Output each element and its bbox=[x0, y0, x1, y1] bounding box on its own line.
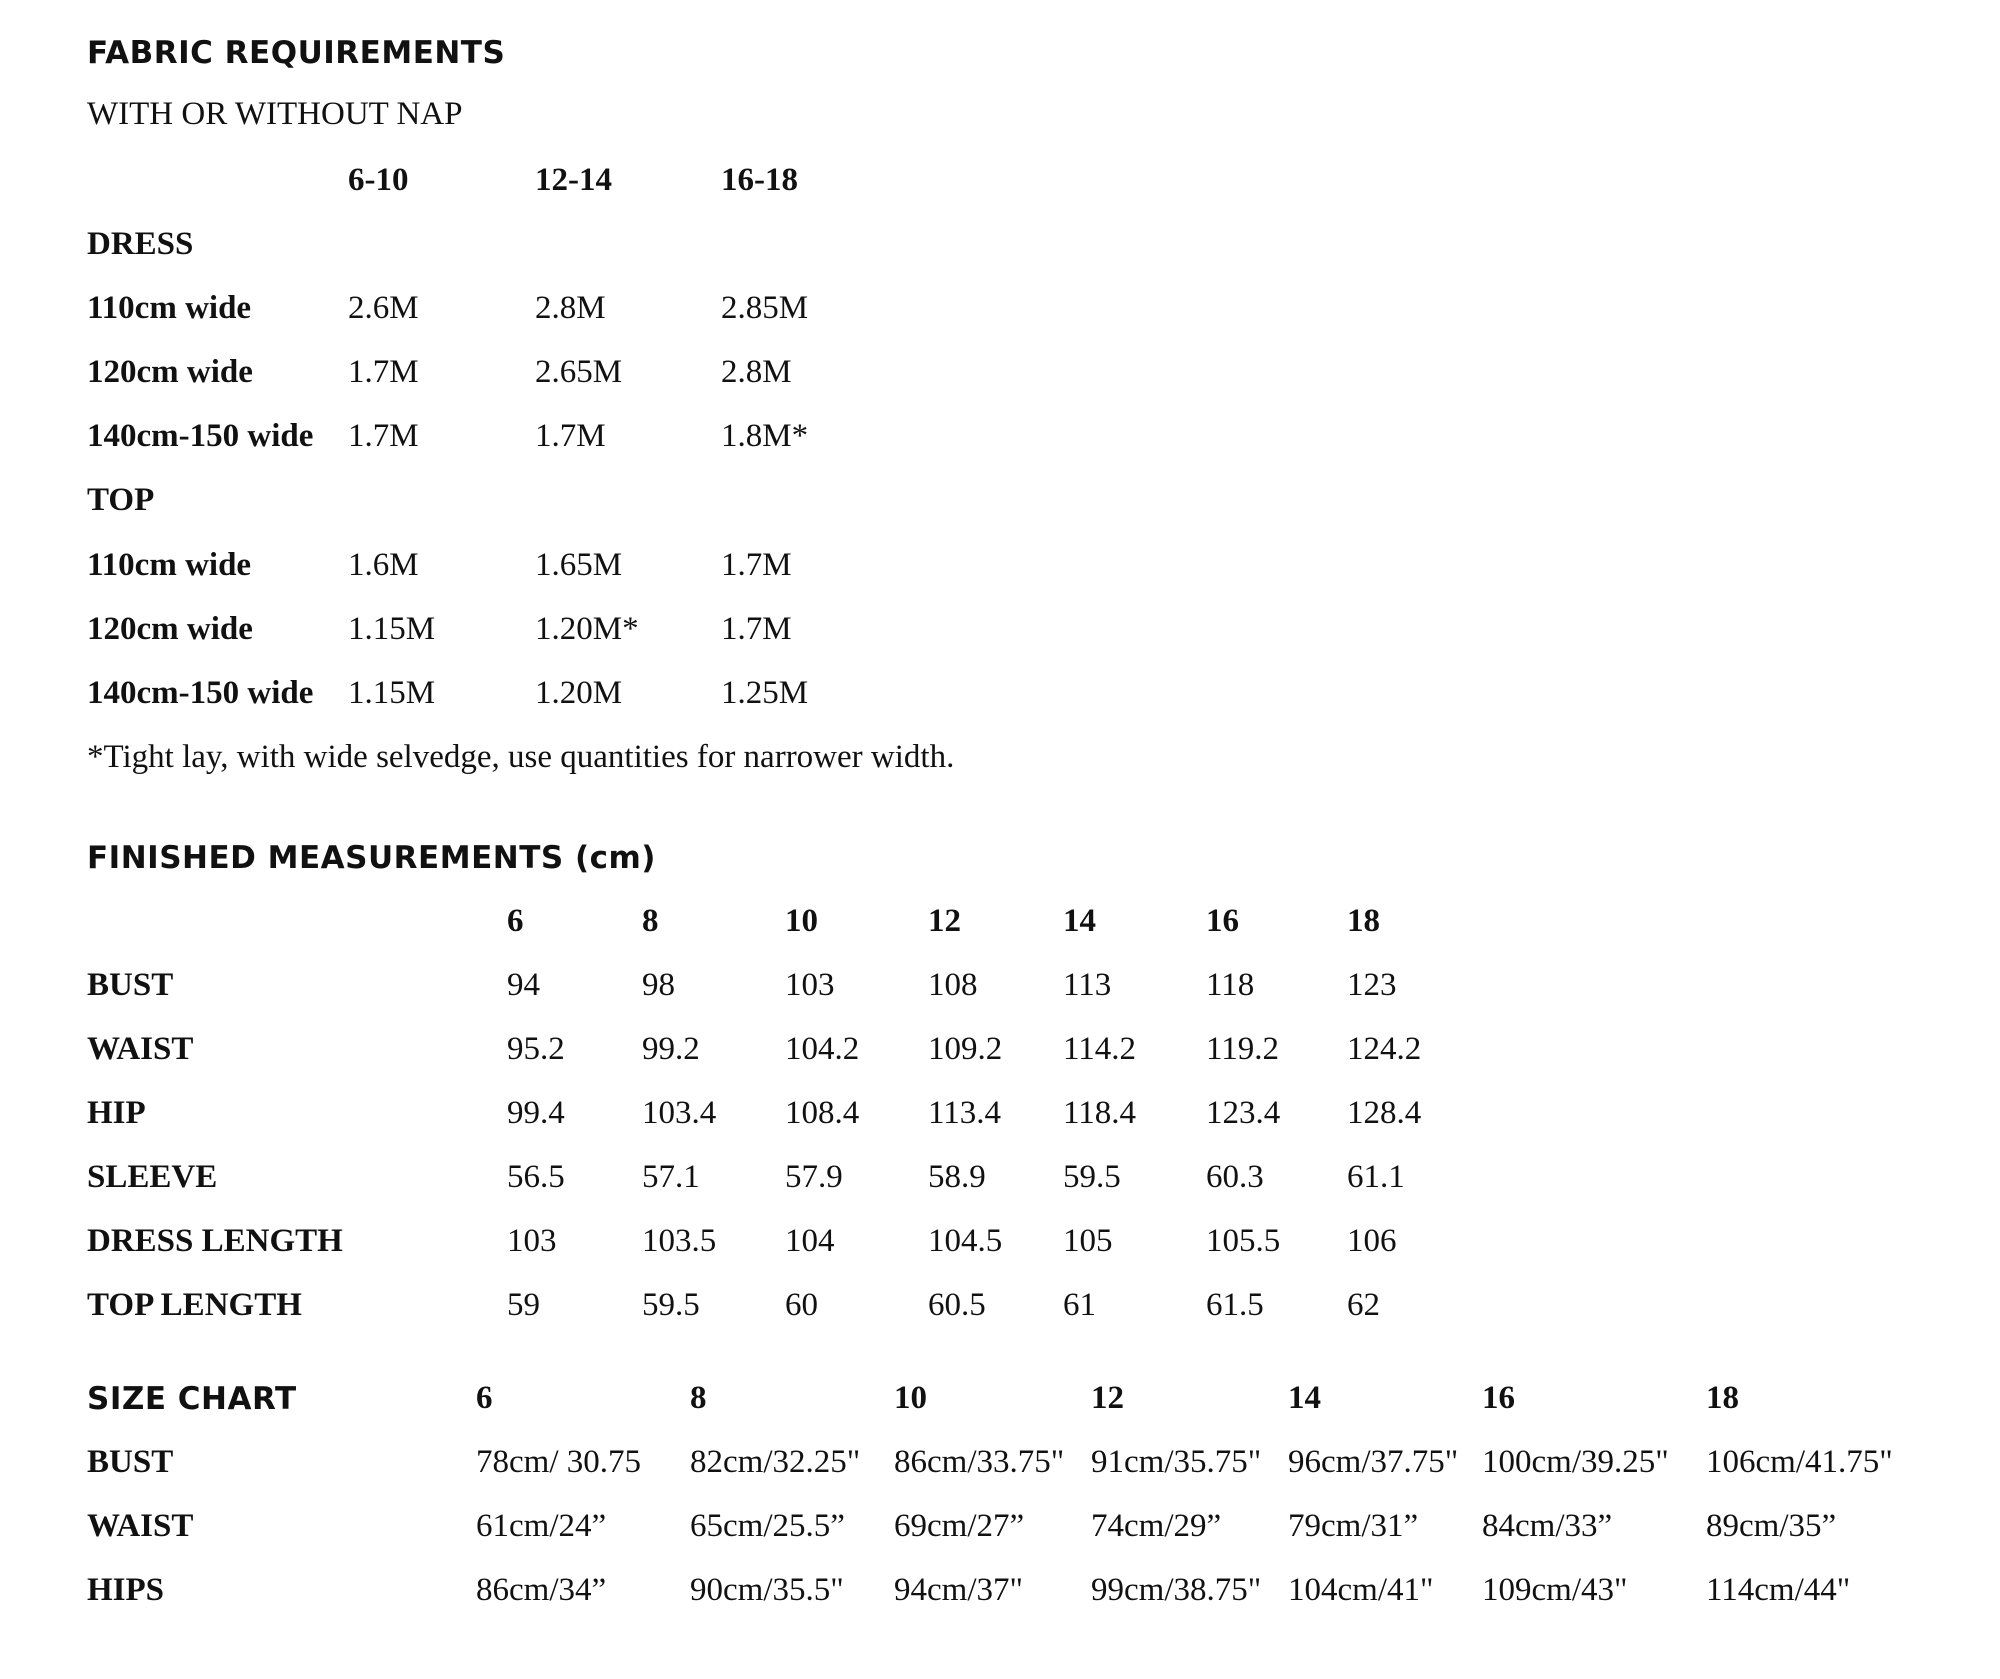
measurement-value: 118.4 bbox=[1063, 1095, 1137, 1131]
finished-measurements-heading: FINISHED MEASUREMENTS (cm) bbox=[87, 840, 656, 876]
measurement-value: 60.5 bbox=[928, 1287, 986, 1323]
size-chart-value: 104cm/41" bbox=[1288, 1572, 1434, 1608]
measurement-value: 61 bbox=[1063, 1287, 1096, 1323]
measurement-value: 103 bbox=[785, 967, 835, 1003]
measurement-label: TOP LENGTH bbox=[87, 1287, 302, 1323]
size-chart-value: 78cm/ 30.75 bbox=[476, 1444, 641, 1480]
measurement-value: 56.5 bbox=[507, 1159, 565, 1195]
fabric-amount: 1.15M bbox=[348, 675, 436, 711]
finished-size-header: 18 bbox=[1347, 903, 1380, 939]
finished-size-header: 10 bbox=[785, 903, 818, 939]
size-chart-value: 82cm/32.25" bbox=[690, 1444, 861, 1480]
size-chart-value: 96cm/37.75" bbox=[1288, 1444, 1459, 1480]
measurement-value: 118 bbox=[1206, 967, 1255, 1003]
fabric-width-label: 110cm wide bbox=[87, 290, 252, 326]
fabric-width-label: 140cm-150 wide bbox=[87, 418, 314, 454]
measurement-label: WAIST bbox=[87, 1031, 194, 1067]
size-chart-value: 109cm/43" bbox=[1482, 1572, 1628, 1608]
fabric-amount: 1.7M bbox=[348, 418, 419, 454]
fabric-amount: 1.7M bbox=[535, 418, 606, 454]
size-chart-value: 94cm/37" bbox=[894, 1572, 1023, 1608]
measurement-value: 108.4 bbox=[785, 1095, 860, 1131]
measurement-value: 99.2 bbox=[642, 1031, 700, 1067]
measurement-value: 123 bbox=[1347, 967, 1397, 1003]
size-chart-value: 65cm/25.5” bbox=[690, 1508, 845, 1544]
fabric-amount: 2.65M bbox=[535, 354, 623, 390]
measurement-value: 105 bbox=[1063, 1223, 1113, 1259]
size-chart-size-header: 8 bbox=[690, 1380, 707, 1416]
fabric-amount: 1.7M bbox=[721, 611, 792, 647]
size-chart-value: 114cm/44" bbox=[1706, 1572, 1851, 1608]
fabric-amount: 2.8M bbox=[721, 354, 792, 390]
measurement-value: 57.1 bbox=[642, 1159, 700, 1195]
measurement-value: 104.2 bbox=[785, 1031, 860, 1067]
measurement-label: DRESS LENGTH bbox=[87, 1223, 343, 1259]
size-chart-size-header: 10 bbox=[894, 1380, 927, 1416]
measurement-value: 105.5 bbox=[1206, 1223, 1281, 1259]
size-group-header: 6-10 bbox=[348, 162, 409, 198]
dress-section-label: DRESS bbox=[87, 226, 194, 262]
measurement-value: 60 bbox=[785, 1287, 818, 1323]
measurement-value: 103.5 bbox=[642, 1223, 717, 1259]
measurement-value: 103.4 bbox=[642, 1095, 717, 1131]
measurement-value: 59 bbox=[507, 1287, 540, 1323]
size-chart-value: 91cm/35.75" bbox=[1091, 1444, 1262, 1480]
finished-size-header: 12 bbox=[928, 903, 961, 939]
fabric-amount: 1.6M bbox=[348, 547, 419, 583]
measurement-value: 94 bbox=[507, 967, 540, 1003]
size-group-header: 16-18 bbox=[721, 162, 798, 198]
measurement-value: 124.2 bbox=[1347, 1031, 1422, 1067]
fabric-amount: 2.8M bbox=[535, 290, 606, 326]
size-chart-value: 89cm/35” bbox=[1706, 1508, 1837, 1544]
size-chart-size-header: 18 bbox=[1706, 1380, 1739, 1416]
measurement-value: 119.2 bbox=[1206, 1031, 1280, 1067]
size-chart-label: WAIST bbox=[87, 1508, 194, 1544]
measurement-value: 62 bbox=[1347, 1287, 1380, 1323]
size-group-header: 12-14 bbox=[535, 162, 612, 198]
size-chart-label: BUST bbox=[87, 1444, 174, 1480]
fabric-width-label: 120cm wide bbox=[87, 354, 253, 390]
measurement-label: BUST bbox=[87, 967, 174, 1003]
measurement-value: 59.5 bbox=[1063, 1159, 1121, 1195]
fabric-width-label: 140cm-150 wide bbox=[87, 675, 314, 711]
measurement-value: 61.1 bbox=[1347, 1159, 1405, 1195]
measurement-value: 60.3 bbox=[1206, 1159, 1264, 1195]
fabric-amount: 1.7M bbox=[348, 354, 419, 390]
finished-size-header: 6 bbox=[507, 903, 524, 939]
nap-subtitle: WITH OR WITHOUT NAP bbox=[87, 96, 463, 132]
size-chart-value: 99cm/38.75" bbox=[1091, 1572, 1262, 1608]
size-chart-value: 74cm/29” bbox=[1091, 1508, 1222, 1544]
fabric-amount: 1.15M bbox=[348, 611, 436, 647]
measurement-value: 103 bbox=[507, 1223, 557, 1259]
measurement-value: 108 bbox=[928, 967, 978, 1003]
size-chart-value: 79cm/31” bbox=[1288, 1508, 1419, 1544]
fabric-amount: 1.20M* bbox=[535, 611, 639, 647]
size-chart-value: 100cm/39.25" bbox=[1482, 1444, 1669, 1480]
measurement-value: 113 bbox=[1063, 967, 1112, 1003]
fabric-requirements-heading: FABRIC REQUIREMENTS bbox=[87, 35, 506, 71]
fabric-width-label: 110cm wide bbox=[87, 547, 252, 583]
measurement-value: 123.4 bbox=[1206, 1095, 1281, 1131]
size-chart-size-header: 14 bbox=[1288, 1380, 1321, 1416]
size-chart-value: 84cm/33” bbox=[1482, 1508, 1613, 1544]
size-chart-size-header: 16 bbox=[1482, 1380, 1515, 1416]
measurement-value: 58.9 bbox=[928, 1159, 986, 1195]
size-chart-heading: SIZE CHART bbox=[87, 1381, 297, 1417]
measurement-value: 95.2 bbox=[507, 1031, 565, 1067]
size-chart-value: 61cm/24” bbox=[476, 1508, 607, 1544]
fabric-amount: 1.7M bbox=[721, 547, 792, 583]
measurement-value: 113.4 bbox=[928, 1095, 1002, 1131]
fabric-note: *Tight lay, with wide selvedge, use quantities for narrower width. bbox=[87, 739, 955, 775]
measurement-value: 106 bbox=[1347, 1223, 1397, 1259]
finished-size-header: 8 bbox=[642, 903, 659, 939]
fabric-amount: 1.20M bbox=[535, 675, 623, 711]
measurement-value: 59.5 bbox=[642, 1287, 700, 1323]
measurement-label: SLEEVE bbox=[87, 1159, 218, 1195]
size-chart-label: HIPS bbox=[87, 1572, 165, 1608]
finished-size-header: 14 bbox=[1063, 903, 1096, 939]
measurement-value: 57.9 bbox=[785, 1159, 843, 1195]
fabric-amount: 1.25M bbox=[721, 675, 809, 711]
size-chart-value: 86cm/34” bbox=[476, 1572, 607, 1608]
measurement-value: 61.5 bbox=[1206, 1287, 1264, 1323]
size-chart-size-header: 12 bbox=[1091, 1380, 1124, 1416]
size-chart-value: 69cm/27” bbox=[894, 1508, 1025, 1544]
fabric-amount: 1.65M bbox=[535, 547, 623, 583]
fabric-amount: 2.6M bbox=[348, 290, 419, 326]
size-chart-value: 106cm/41.75" bbox=[1706, 1444, 1893, 1480]
size-chart-size-header: 6 bbox=[476, 1380, 493, 1416]
top-section-label: TOP bbox=[87, 482, 155, 518]
size-chart-value: 86cm/33.75" bbox=[894, 1444, 1065, 1480]
fabric-width-label: 120cm wide bbox=[87, 611, 253, 647]
measurement-value: 114.2 bbox=[1063, 1031, 1137, 1067]
measurement-value: 104 bbox=[785, 1223, 835, 1259]
finished-size-header: 16 bbox=[1206, 903, 1239, 939]
measurement-value: 109.2 bbox=[928, 1031, 1003, 1067]
size-chart-value: 90cm/35.5" bbox=[690, 1572, 844, 1608]
measurement-value: 128.4 bbox=[1347, 1095, 1422, 1131]
measurement-value: 98 bbox=[642, 967, 675, 1003]
measurement-label: HIP bbox=[87, 1095, 146, 1131]
fabric-amount: 2.85M bbox=[721, 290, 809, 326]
measurement-value: 104.5 bbox=[928, 1223, 1003, 1259]
fabric-amount: 1.8M* bbox=[721, 418, 809, 454]
measurement-value: 99.4 bbox=[507, 1095, 565, 1131]
